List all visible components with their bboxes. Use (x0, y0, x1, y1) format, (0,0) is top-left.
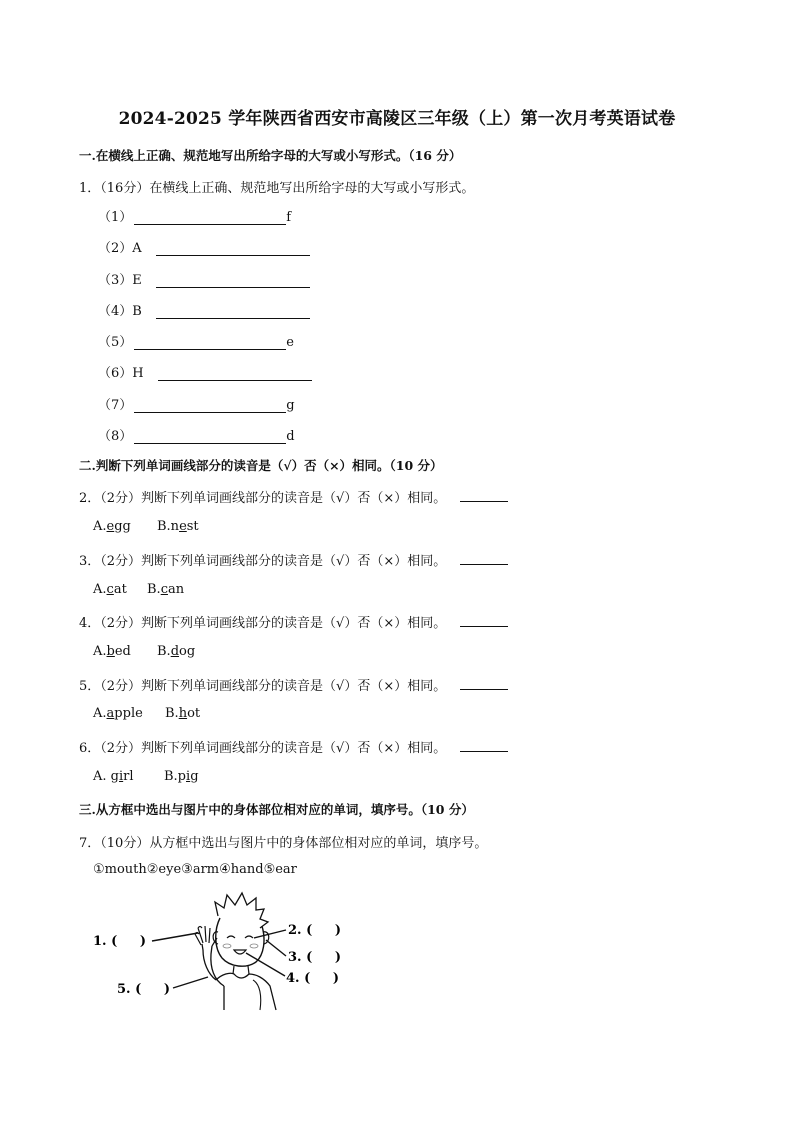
given-letter: g (286, 398, 295, 413)
item-number: （6） (98, 366, 133, 381)
option-a[interactable]: A.bed (93, 644, 131, 659)
page-title: 2024-2025 学年陕西省西安市高陵区三年级（上）第一次月考英语试卷 (118, 109, 676, 129)
right-cheek-shape (250, 944, 258, 948)
q1-item-3 (98, 269, 310, 288)
question-5-options (93, 706, 200, 721)
answer-blank[interactable] (460, 739, 508, 752)
question-5 (79, 675, 508, 694)
q1-item-8 (98, 425, 295, 444)
question-6 (79, 737, 508, 756)
answer-line[interactable] (134, 411, 286, 413)
item-number: （4） (98, 304, 133, 319)
question-4-options (93, 644, 195, 659)
answer-blank[interactable] (460, 552, 508, 565)
item-number: （5） (98, 335, 133, 350)
leader-line-3 (266, 940, 286, 956)
question-4 (79, 612, 508, 631)
section-2-heading: 二.判断下列单词画线部分的读音是（√）否（×）相同。（10 分） (79, 458, 443, 473)
word-options-box: ①mouth②eye③arm④hand⑤ear (93, 862, 297, 877)
shirt-shape (216, 973, 276, 1010)
item-number: （8） (98, 429, 133, 444)
label-4[interactable]: 4. ( ) (286, 971, 340, 986)
question-7-stem: 7．（10分）从方框中选出与图片中的身体部位相对应的单词，填序号。 (79, 836, 488, 851)
q1-item-1 (98, 206, 291, 225)
section-1-heading: 一.在横线上正确、规范地写出所给字母的大写或小写形式。（16 分） (79, 148, 462, 163)
question-stem: 4．（2分）判断下列单词画线部分的读音是（√）否（×）相同。 (79, 616, 447, 631)
item-number: （7） (98, 398, 133, 413)
question-stem: 2．（2分）判断下列单词画线部分的读音是（√）否（×）相同。 (79, 491, 447, 506)
leader-line-1 (152, 933, 198, 941)
answer-blank[interactable] (460, 677, 508, 690)
option-a[interactable]: A.apple (93, 706, 143, 721)
leader-line-2 (254, 930, 286, 938)
question-1-stem: 1．（16分）在横线上正确、规范地写出所给字母的大写或小写形式。 (79, 181, 475, 196)
q1-item-5 (98, 331, 294, 350)
leader-line-5 (173, 977, 208, 988)
q1-item-2 (98, 237, 310, 256)
right-eye-shape (245, 936, 253, 938)
answer-line[interactable] (134, 223, 286, 225)
given-letter: E (132, 273, 142, 288)
option-b[interactable]: B.nest (157, 519, 199, 534)
shirt-inner-shape (253, 980, 261, 1010)
neck-shape (233, 966, 249, 974)
question-6-options (93, 769, 199, 784)
given-letter: H (132, 366, 144, 381)
question-3-options (93, 582, 184, 597)
answer-line[interactable] (156, 254, 310, 256)
boy-illustration (90, 888, 360, 1013)
answer-blank[interactable] (460, 489, 508, 502)
q1-item-7 (98, 394, 295, 413)
label-3[interactable]: 3. ( ) (288, 950, 342, 965)
section-3-heading: 三.从方框中选出与图片中的身体部位相对应的单词，填序号。（10 分） (79, 802, 474, 817)
given-letter: f (286, 210, 292, 225)
question-stem: 3．（2分）判断下列单词画线部分的读音是（√）否（×）相同。 (79, 554, 447, 569)
label-2[interactable]: 2. ( ) (288, 923, 342, 938)
question-2 (79, 487, 508, 506)
option-b[interactable]: B.dog (157, 644, 196, 659)
given-letter: e (286, 335, 294, 350)
option-b[interactable]: B.can (147, 582, 185, 597)
answer-line[interactable] (156, 317, 310, 319)
arm-shape (202, 944, 224, 986)
item-number: （3） (98, 273, 133, 288)
given-letter: A (132, 241, 142, 256)
answer-line[interactable] (158, 379, 312, 381)
mouth-shape (234, 950, 246, 954)
given-letter: B (132, 304, 142, 319)
hair-shape (215, 893, 268, 928)
item-number: （1） (98, 210, 133, 225)
question-3 (79, 550, 508, 569)
item-number: （2） (98, 241, 133, 256)
option-a[interactable]: A.cat (93, 582, 127, 597)
question-2-options (93, 519, 199, 534)
option-a[interactable]: A.egg (93, 519, 131, 534)
option-a[interactable]: A. girl (93, 769, 134, 784)
question-stem: 5．（2分）判断下列单词画线部分的读音是（√）否（×）相同。 (79, 679, 447, 694)
given-letter: d (286, 429, 295, 444)
q1-item-6 (98, 362, 312, 381)
option-b[interactable]: B.hot (165, 706, 201, 721)
left-cheek-shape (223, 944, 231, 948)
left-eye-shape (227, 936, 235, 938)
body-parts-figure (90, 888, 360, 1013)
answer-blank[interactable] (460, 614, 508, 627)
question-stem: 6．（2分）判断下列单词画线部分的读音是（√）否（×）相同。 (79, 741, 447, 756)
label-5[interactable]: 5. ( ) (117, 982, 171, 997)
answer-line[interactable] (134, 442, 286, 444)
answer-line[interactable] (134, 348, 286, 350)
q1-item-4 (98, 300, 310, 319)
answer-line[interactable] (156, 286, 310, 288)
option-b[interactable]: B.pig (164, 769, 199, 784)
label-1[interactable]: 1. ( ) (93, 934, 147, 949)
